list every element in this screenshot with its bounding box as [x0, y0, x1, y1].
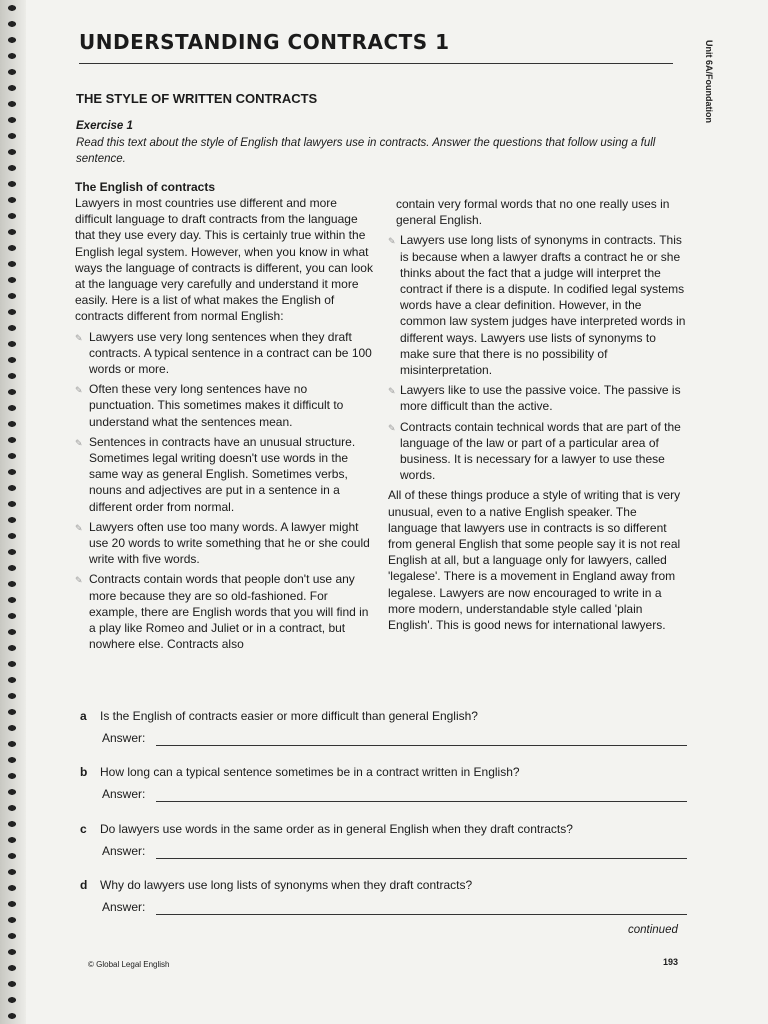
continued-note: continued — [628, 924, 678, 936]
answer-b — [102, 787, 687, 805]
list-item: ✎ Often these very long sentences have no punctuation. This sometimes makes it difficult to understand what the sentences mean. — [75, 382, 344, 429]
article-right-column — [388, 196, 688, 633]
question-b — [80, 765, 690, 779]
question-letter: a — [80, 709, 87, 723]
question-letter: d — [80, 878, 88, 892]
pencil-bullet-icon: ✎ — [75, 522, 83, 533]
question-text: Why do lawyers use long lists of synonyms when they draft contracts? — [100, 878, 473, 892]
pencil-bullet-icon: ✎ — [75, 437, 83, 448]
article-intro: Lawyers in most countries use different and more difficult language to draft contracts from the language that they use every day. This is certainly true within the English legal system. However, when you know in what ways the language of contracts is different, you can look at the language very carefully and understand it more easily. Here is a list of what makes the English of contracts different from normal English: — [75, 196, 373, 324]
question-text: How long can a typical sentence sometimes be in a contract written in English? — [100, 765, 520, 779]
question-text: Is the English of contracts easier or more difficult than general English? — [100, 709, 478, 723]
question-c — [80, 822, 690, 836]
article-left-column — [75, 179, 375, 656]
answer-line-c[interactable] — [156, 858, 687, 859]
page-title: UNDERSTANDING CONTRACTS 1 — [79, 30, 450, 54]
pencil-bullet-icon: ✎ — [75, 385, 83, 396]
exercise-instructions: Read this text about the style of English that lawyers use in contracts. Answer the questions that follow using a full sentence. — [76, 137, 656, 165]
list-item: ✎ Lawyers use long lists of synonyms in contracts. This is because when a lawyer drafts a contract he or she thinks about the fact that a judge will interpret the contract if there is a dispute. In codified legal systems words have a clear definition. However, in the common law system judges have interpreted words in different ways. Lawyers use lists of synonyms to make sure that there is no possibility of misinterpretation. — [388, 233, 686, 378]
list-item: ✎ Sentences in contracts have an unusual structure. Sometimes legal writing doesn't use words in the same way as general English. Sometimes verbs, nouns and adjectives are put in a sentence in a different order from normal. — [75, 434, 356, 514]
question-text: Do lawyers use words in the same order as in general English when they draft contracts? — [100, 822, 573, 836]
answer-label: Answer: — [102, 844, 146, 858]
answer-label: Answer: — [102, 787, 146, 801]
list-item: ✎ Contracts contain technical words that are part of the language of the law or part of a particular area of business. It is necessary for a lawyer to use these words. — [388, 419, 681, 483]
copyright-footer: © Global Legal English — [88, 960, 170, 969]
exercise-label: Exercise 1 — [76, 120, 133, 132]
answer-d — [102, 900, 687, 918]
answer-a — [102, 731, 687, 749]
answer-label: Answer: — [102, 900, 146, 914]
answer-label: Answer: — [102, 731, 146, 745]
question-a — [80, 709, 690, 723]
article-heading: The English of contracts — [75, 180, 216, 194]
list-item: ✎ Contracts contain words that people don't use any more because they are so old-fashioned. For example, there are English words that you will find in a play like Romeo and Juliet or in a contract, but nowhere else. Contracts also — [75, 572, 369, 652]
answer-line-a[interactable] — [156, 745, 687, 746]
answer-c — [102, 844, 687, 862]
list-item: ✎ Lawyers often use too many words. A lawyer might use 20 words to write something that he or she could write with five words. — [75, 519, 370, 567]
pencil-bullet-icon: ✎ — [388, 236, 396, 247]
spiral-binding — [0, 0, 26, 1024]
question-d — [80, 878, 690, 892]
unit-side-label: Unit 6A/Foundation — [704, 40, 714, 123]
title-divider — [79, 63, 673, 64]
page-number: 193 — [663, 957, 679, 967]
pencil-bullet-icon: ✎ — [75, 575, 83, 586]
list-item: ✎ Lawyers use very long sentences when they draft contracts. A typical sentence in a contract can be 100 words or more. — [75, 329, 372, 377]
article-closing-paragraph: All of these things produce a style of writing that is very unusual, even to a native English speaker. The language that lawyers use in contracts is so different from general English that some people say it is not real English at all, but a language only for lawyers, called 'legalese'. There is a movement in England away from legalese. Lawyers are now encouraged to write in a more modern, understandable style called 'plain English'. This is good news for international lawyers. — [388, 488, 681, 633]
question-letter: c — [80, 822, 87, 836]
pencil-bullet-icon: ✎ — [388, 422, 396, 433]
question-letter: b — [80, 765, 88, 779]
bullet-continuation: contain very formal words that no one really uses in general English. — [396, 197, 670, 228]
section-title: THE STYLE OF WRITTEN CONTRACTS — [76, 91, 318, 106]
left-bullet-list — [75, 329, 375, 653]
pencil-bullet-icon: ✎ — [388, 386, 396, 397]
right-bullet-list — [388, 232, 688, 483]
answer-line-d[interactable] — [156, 914, 687, 915]
answer-line-b[interactable] — [156, 801, 687, 802]
pencil-bullet-icon: ✎ — [75, 332, 83, 343]
list-item: ✎ Lawyers like to use the passive voice. The passive is more difficult than the active. — [388, 383, 681, 414]
